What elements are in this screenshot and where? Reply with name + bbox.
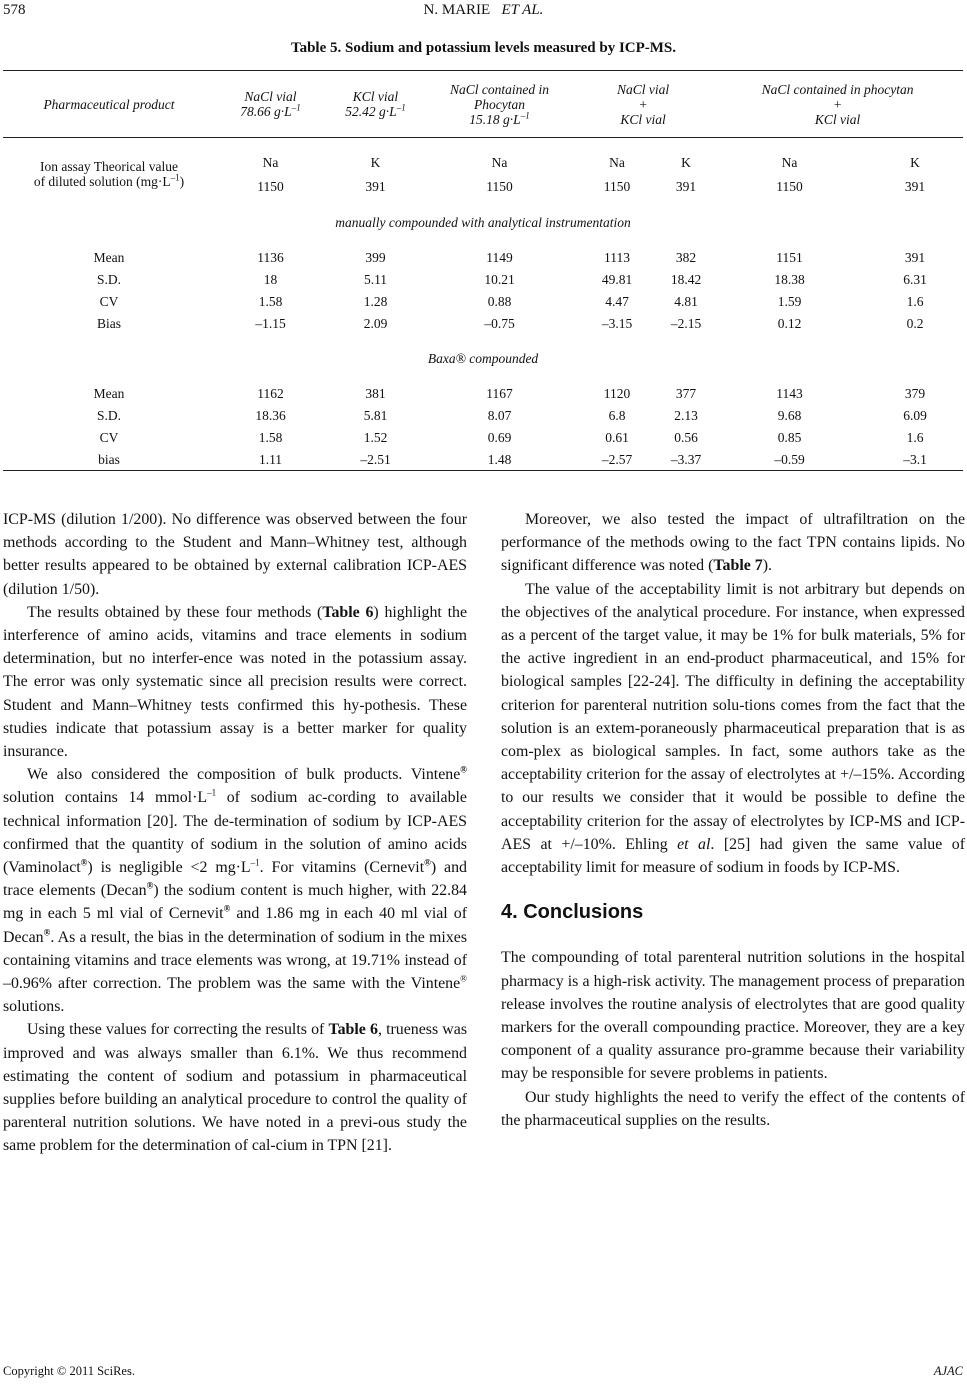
table-cell: 6.09 — [903, 407, 927, 423]
table-cell: 2.13 — [674, 407, 698, 423]
theoretical-cell: 1150 — [257, 178, 284, 194]
table-cell: 0.69 — [487, 429, 512, 445]
copyright: Copyright © 2011 SciRes. — [3, 1364, 135, 1378]
ion-cell: Na — [491, 154, 508, 170]
table-cell: 18 — [263, 271, 278, 287]
table-cell: 6.8 — [608, 407, 626, 423]
table-cell: 4.81 — [674, 293, 698, 309]
table-cell: 8.07 — [487, 407, 512, 423]
table-cell: 18.42 — [670, 271, 702, 287]
table-cell: 0.88 — [487, 293, 512, 309]
running-title: N. MARIE ET AL. — [423, 2, 544, 18]
table-row — [3, 382, 963, 404]
table-cell: 1149 — [486, 249, 513, 265]
table-cell: 379 — [904, 385, 926, 401]
section-heading: 4. Conclusions — [501, 901, 644, 924]
section-label: manually compounded with analytical instrumentation — [335, 214, 631, 230]
table-cell: 5.81 — [363, 407, 388, 423]
table-cell: –0.59 — [712, 448, 867, 471]
section-row-manual — [3, 198, 963, 246]
table-row — [3, 290, 963, 312]
table-row — [3, 312, 963, 334]
table-cell: 1.48 — [425, 448, 574, 471]
table-cell: 1.6 — [906, 429, 924, 445]
table-cell: 1.52 — [363, 429, 388, 445]
paragraph: The results obtained by these four methods (Table 6) highlight the interference of amino acids, vitamins and trace elements in sodium determination, but no interfer-ence was noted in the potassium assay. The error was only systematic since all precision results were correct. Student and Mann–Whitney tests confirmed this hy-pothesis. These studies indicate that potassium assay is a better marker for quality insurance. — [3, 603, 467, 761]
table-cell: 399 — [365, 249, 386, 265]
left-column — [3, 508, 467, 1158]
section-label: Baxa® compounded — [427, 350, 539, 366]
header-kcl-vial: KCl vial 52.42 $g\cdot L^{-1}$ — [326, 71, 425, 138]
table-row — [3, 268, 963, 290]
table-cell: 0.85 — [777, 429, 802, 445]
table-cell: 381 — [365, 385, 386, 401]
table-cell: 1.58 — [258, 293, 283, 309]
table-cell: –1.15 — [255, 315, 286, 331]
ion-cell: Na — [781, 154, 798, 170]
table-cell: 1167 — [486, 385, 513, 401]
table-cell: 18.36 — [255, 407, 286, 423]
table-row — [3, 404, 963, 426]
table-cell: 382 — [675, 249, 697, 265]
table-cell: 1.6 — [906, 293, 924, 309]
paragraph: The value of the acceptability limit is not arbitrary but depends on the objectives of the analytical procedure. For instance, when expressed as a percent of the target value, it may be 1% for bulk materials, 5% for the active ingredient in an end-product pharmaceutical, and 15% for biological samples [22-24]. The difficulty in defining the acceptability criterion for parenteral nutrition solu-tions comes from the fact that the solution is an extem-poraneously pharmaceutical preparation that is as com-plex as biological samples. In fact, some authors take as the acceptability criterion for the assay of electrolytes at +/–15%. According to our results we consider that it would be possible to define the acceptability criterion for the assay of electrolytes by ICP-MS and ICP-AES at +/–10%. Ehling et al. [25] had given the same value of acceptability limit for measure of sodium in foods by ICP-MS. — [501, 580, 965, 877]
header-nacl-phocytan: NaCl contained in Phocytan 15.18 $g\cdot L^{-1}$ — [425, 71, 574, 138]
table-cell: 0.56 — [674, 429, 698, 445]
table-header-row — [3, 71, 963, 138]
table-cell: –3.15 — [601, 315, 633, 331]
row-label: S.D. — [96, 271, 121, 287]
paragraph: Our study highlights the need to verify the effect of the contents of the pharmaceutical supplies on the results. — [501, 1088, 965, 1129]
row-label: Bias — [96, 315, 121, 331]
table-cell: 0.12 — [777, 315, 802, 331]
table-cell: 0.61 — [605, 429, 629, 445]
row-label: Mean — [93, 385, 125, 401]
paragraph: The compounding of total parenteral nutrition solutions in the hospital pharmacy is a high-risk activity. The management process of preparation release involves the routine analysis of electrolytes that are good quality markers for the overall compounding practice. Moreover, they are a key component of a quality assurance pro-gramme because their variability may be responsible for severe problems in patients. — [501, 949, 965, 1083]
theoretical-cell: 1150 — [603, 178, 631, 194]
table-row — [3, 246, 963, 268]
table-cell: –3.1 — [867, 448, 963, 471]
row-label: bias — [3, 448, 215, 471]
table-cell: 391 — [904, 249, 926, 265]
table-cell: 49.81 — [601, 271, 633, 287]
table-cell: 1162 — [257, 385, 284, 401]
table-cell: –2.57 — [574, 448, 660, 471]
table-cell: 1143 — [776, 385, 803, 401]
section-row-baxa — [3, 334, 963, 382]
ion-cell: K — [910, 154, 920, 170]
table-cell: 9.68 — [777, 407, 802, 423]
table-cell: 6.31 — [903, 271, 927, 287]
paragraph: We also considered the composition of bulk products. Vintene® solution contains 14 $mmol\cdot L^{-1}$ of sodium ac-cording to available technical information [20]. The de-termination of sodium by ICP-AES confirmed that the quantity of sodium in the solution of amino acids (Vaminolact®) is negligible <2 $mg\cdot L^{-1}$. For vitamins (Cernevit®) and trace elements (Decan®) the sodium content is much higher, with 22.84 mg in each 5 ml vial of Cernevit® and 1.86 mg in each 40 ml vial of Decan®. As a result, the bias in the determination of sodium in the mixes containing vitamins and trace elements was wrong, at 19.71% instead of –0.96% after correction. The problem was the same with the Vintene® solutions. — [3, 764, 467, 1016]
header-nacl-vial: NaCl vial 78.66 $g\cdot L^{-1}$ — [215, 71, 326, 138]
table-cell: 1.11 — [215, 448, 326, 471]
table-reference: Table 6 — [322, 603, 374, 621]
table-cell: 1151 — [776, 249, 803, 265]
ion-label: Ion assay Theorical value of diluted solution $(mg\cdot L^{-1})$ — [33, 159, 185, 189]
row-label: S.D. — [96, 407, 121, 423]
header-product: Pharmaceutical product — [3, 71, 215, 138]
row-label: CV — [99, 293, 119, 309]
table-cell: 377 — [675, 385, 697, 401]
table-cell: 1.59 — [777, 293, 802, 309]
paragraph: Using these values for correcting the results of Table 6, trueness was improved and was always smaller than 6.1%. We thus recommend estimating the content of sodium and potassium in pharmaceutical supplies before building an analytical procedure to control the quality of parenteral nutrition solutions. We have noted in a previ-ous study the same problem for the determination of cal-cium in TPN [21]. — [3, 1021, 468, 1155]
table-row — [3, 426, 963, 448]
paragraph: ICP-MS (dilution 1/200). No difference was observed between the four methods according to the Student and Mann–Whitney test, although better results appeared to be obtained by external calibration ICP-AES (dilution 1/50). — [3, 511, 467, 598]
page-header — [0, 2, 967, 26]
theoretical-cell: 391 — [675, 178, 697, 194]
ion-cell: Na — [609, 154, 625, 170]
row-label: CV — [99, 429, 119, 445]
table-reference: Table 6 — [328, 1021, 378, 1039]
table-cell: 5.11 — [363, 271, 388, 287]
ion-cell: Na — [262, 154, 279, 170]
ion-row — [3, 150, 963, 174]
theoretical-cell: 391 — [365, 178, 386, 194]
table-cell: 2.09 — [363, 315, 388, 331]
results-table — [3, 70, 963, 471]
table-cell: 1136 — [257, 249, 284, 265]
table-cell: –0.75 — [484, 315, 515, 331]
header-phocytan-kcl: NaCl contained in phocytan + KCl vial — [712, 71, 963, 138]
table-cell: 1.58 — [258, 429, 283, 445]
table-cell: 10.21 — [484, 271, 515, 287]
paragraph: Moreover, we also tested the impact of ultrafiltration on the performance of the methods owing to the fact TPN contains lipids. No significant difference was noted (Table 7). — [501, 511, 965, 575]
theoretical-cell: 1150 — [486, 178, 513, 194]
ion-cell: K — [370, 154, 381, 170]
row-label: Mean — [93, 249, 125, 265]
header-nacl-kcl: NaCl vial + KCl vial — [574, 71, 712, 138]
table-cell: 1.28 — [363, 293, 388, 309]
theoretical-cell: 1150 — [776, 178, 803, 194]
table-cell: –2.15 — [670, 315, 702, 331]
table-cell: 1120 — [603, 385, 631, 401]
page-number: 578 — [3, 2, 26, 18]
table-reference: Table 7 — [713, 557, 763, 575]
table-cell: 18.38 — [774, 271, 805, 287]
table-cell: 1113 — [604, 249, 630, 265]
table-caption: Table 5. Sodium and potassium levels measured by ICP-MS. — [290, 40, 677, 56]
table-cell: 0.2 — [906, 315, 924, 331]
table-cell: –3.37 — [660, 448, 712, 471]
right-column — [501, 508, 965, 1132]
table-cell: 4.47 — [605, 293, 629, 309]
ion-cell: K — [681, 154, 691, 170]
table-row — [3, 448, 963, 471]
theoretical-cell: 391 — [904, 178, 926, 194]
table-cell: –2.51 — [326, 448, 425, 471]
journal-name: AJAC — [933, 1364, 963, 1378]
